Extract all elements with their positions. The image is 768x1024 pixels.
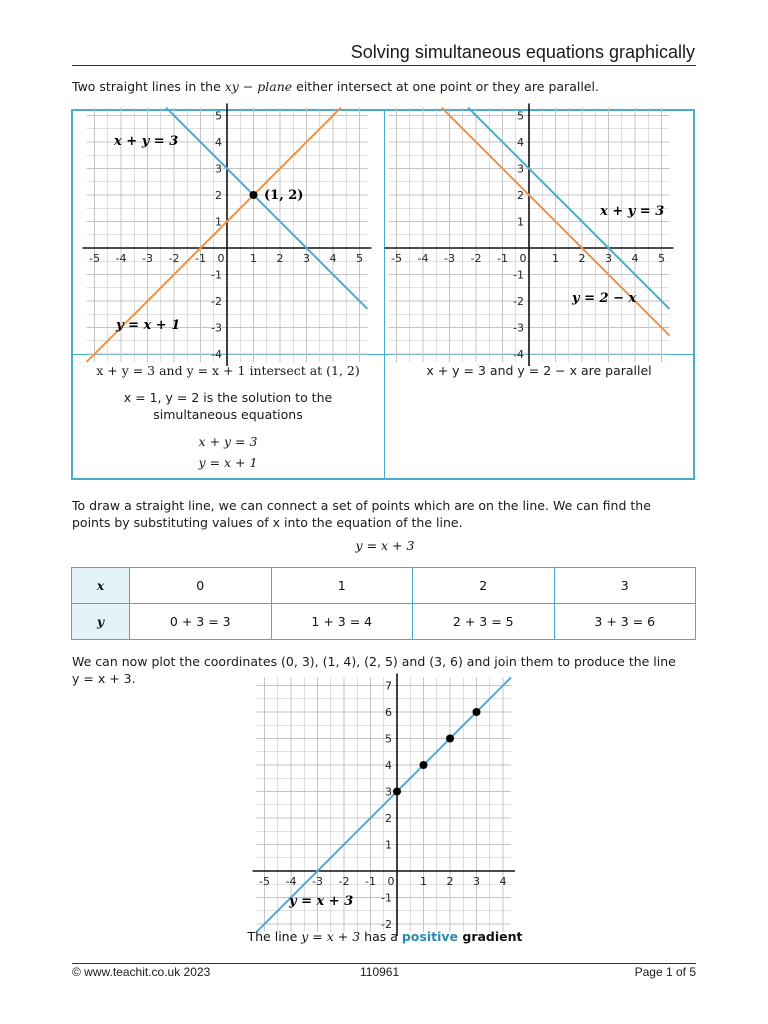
y-tick-label: 3 [517, 162, 524, 176]
caption-intersect-line1: x + y = 3 and y = x + 1 intersect at (1, 2) [96, 363, 360, 378]
page-title: Solving simultaneous equations graphically [350, 42, 695, 62]
x-tick-label: 5 [356, 252, 363, 265]
data-point [420, 761, 428, 769]
footer-resource-id: 110961 [360, 965, 400, 979]
table-header-x: x [72, 568, 130, 604]
x-tick-label: 5 [658, 252, 665, 265]
y-tick-label: -3 [513, 321, 524, 335]
graph-y-eq-x-plus-3 [257, 679, 514, 931]
gradient-caption [72, 929, 698, 944]
y-tick-label: -2 [381, 918, 392, 931]
y-tick-label: 5 [385, 732, 392, 746]
x-tick-label: 3 [303, 252, 310, 265]
label-y-eq-x-plus-1: y = x + 1 [116, 318, 181, 333]
equation-y-eq-x-plus-3: y = x + 3 [355, 538, 415, 553]
data-point [393, 788, 401, 796]
x-tick-label: 2 [276, 252, 284, 265]
values-table [71, 567, 696, 640]
x-tick-label: -5 [259, 875, 270, 888]
y-tick-label: -4 [513, 348, 524, 361]
table-cell: 0 [130, 568, 272, 604]
table-cell: 1 [271, 568, 413, 604]
label-x-plus-y-eq-3: x + y = 3 [600, 204, 665, 219]
x-tick-label: 1 [250, 252, 257, 265]
y-tick-label: -1 [381, 891, 392, 905]
x-tick-label: -1 [365, 875, 376, 888]
x-tick-label: -3 [142, 252, 153, 265]
y-tick-label: 5 [517, 109, 524, 123]
table-cell: 2 [413, 568, 555, 604]
graph-tick-labels [391, 110, 665, 362]
intro-paragraph [72, 78, 698, 95]
caption-equation-2: y = x + 1 [198, 455, 258, 470]
footer-page-number: Page 1 of 5 [634, 965, 696, 979]
y-tick-label: 1 [385, 838, 392, 852]
x-tick-label: 3 [473, 875, 480, 888]
paragraph-line-1: We can now plot the coordinates (0, 3), (1, 4), (2, 5) and (3, 6) and join them to produce the line [72, 654, 676, 669]
x-tick-label: 4 [329, 252, 337, 265]
paragraph-drawing-lines [72, 497, 698, 531]
graph-parallel-lines [391, 109, 682, 361]
data-point [446, 735, 454, 743]
x-tick-label: -4 [417, 252, 429, 265]
y-tick-label: 4 [385, 759, 392, 772]
table-row [72, 604, 696, 640]
x-tick-label: -4 [115, 252, 127, 265]
y-tick-label: 7 [385, 679, 392, 693]
caption-intersect [73, 362, 383, 471]
label-intersection-point: (1, 2) [264, 188, 304, 203]
x-tick-label: 3 [605, 252, 612, 265]
table-cell: 2 + 3 = 5 [413, 604, 555, 640]
y-tick-label: -1 [513, 268, 524, 282]
x-tick-label: 1 [420, 875, 427, 888]
x-tick-label: -2 [338, 875, 350, 888]
x-tick-label: 2 [578, 252, 586, 265]
x-tick-label: -1 [497, 252, 508, 265]
y-tick-label: -4 [211, 348, 222, 361]
x-tick-label: -2 [168, 252, 180, 265]
x-tick-label: -5 [391, 252, 402, 265]
x-tick-label: -3 [444, 252, 455, 265]
label-y-eq-2-minus-x: y = 2 − x [572, 291, 637, 306]
gradient-caption-after: gradient [458, 929, 523, 944]
table-cell: 0 + 3 = 3 [130, 604, 272, 640]
intro-math: xy − plane [224, 79, 293, 94]
label-x-plus-y-eq-3: x + y = 3 [114, 134, 179, 149]
y-tick-label: 1 [517, 215, 524, 229]
footer-copyright-link[interactable]: © www.teachit.co.uk 2023 [72, 965, 211, 979]
footer-rule [72, 963, 696, 964]
data-point [250, 191, 258, 199]
table-cell: 3 + 3 = 6 [554, 604, 696, 640]
gradient-caption-before: The line [247, 929, 302, 944]
box-divider-vertical [384, 111, 385, 478]
caption-solution-line: x = 1, y = 2 is the solution to the [123, 390, 333, 405]
y-tick-label: -3 [211, 321, 222, 335]
x-tick-label: 4 [631, 252, 639, 265]
y-tick-label: 2 [517, 189, 524, 202]
caption-solution-line2: simultaneous equations [153, 407, 303, 422]
y-tick-label: 2 [215, 189, 222, 202]
y-tick-label: 3 [215, 162, 222, 176]
x-tick-label: -3 [312, 875, 323, 888]
graph-intersecting-lines [86, 109, 370, 361]
graph-points [250, 191, 258, 199]
y-tick-label: -2 [513, 295, 524, 308]
x-tick-label: 0 [387, 875, 395, 888]
label-y-eq-x-plus-3: y = x + 3 [289, 894, 354, 909]
x-tick-label: 1 [552, 252, 559, 265]
gradient-caption-math: y = x + 3 [301, 929, 361, 944]
x-tick-label: -2 [470, 252, 482, 265]
table-header-y: y [72, 604, 130, 640]
y-tick-label: 6 [385, 706, 392, 719]
x-tick-label: 2 [446, 875, 454, 888]
header-rule [72, 65, 696, 66]
y-tick-label: 3 [385, 785, 392, 799]
caption-equation-1: x + y = 3 [198, 434, 258, 449]
gradient-caption-middle: has a [360, 929, 402, 944]
paragraph-line-1: To draw a straight line, we can connect a set of points which are on the line. We can find the [72, 498, 651, 513]
x-tick-label: -1 [195, 252, 206, 265]
y-tick-label: 4 [517, 136, 524, 149]
data-point [473, 708, 481, 716]
table-row [72, 568, 696, 604]
intro-text-after: either intersect at one point or they are parallel. [292, 79, 599, 94]
table-cell: 3 [554, 568, 696, 604]
x-tick-label: -5 [89, 252, 100, 265]
y-tick-label: -2 [211, 295, 222, 308]
y-tick-label: 4 [215, 136, 222, 149]
gradient-caption-positive: positive [401, 929, 459, 944]
paragraph-line-2: y = x + 3. [72, 671, 136, 686]
y-tick-label: -1 [211, 268, 222, 282]
x-tick-label: 0 [519, 252, 527, 265]
intro-text-before: Two straight lines in the [72, 79, 225, 94]
y-tick-label: 5 [215, 109, 222, 123]
y-tick-label: 1 [215, 215, 222, 229]
x-tick-label: 0 [217, 252, 225, 265]
table-cell: 1 + 3 = 4 [271, 604, 413, 640]
caption-parallel: x + y = 3 and y = 2 − x are parallel [426, 363, 652, 378]
y-tick-label: 2 [385, 812, 392, 825]
x-tick-label: -4 [285, 875, 297, 888]
paragraph-line-2: points by substituting values of x into the equation of the line. [72, 515, 463, 530]
x-tick-label: 4 [499, 875, 507, 888]
